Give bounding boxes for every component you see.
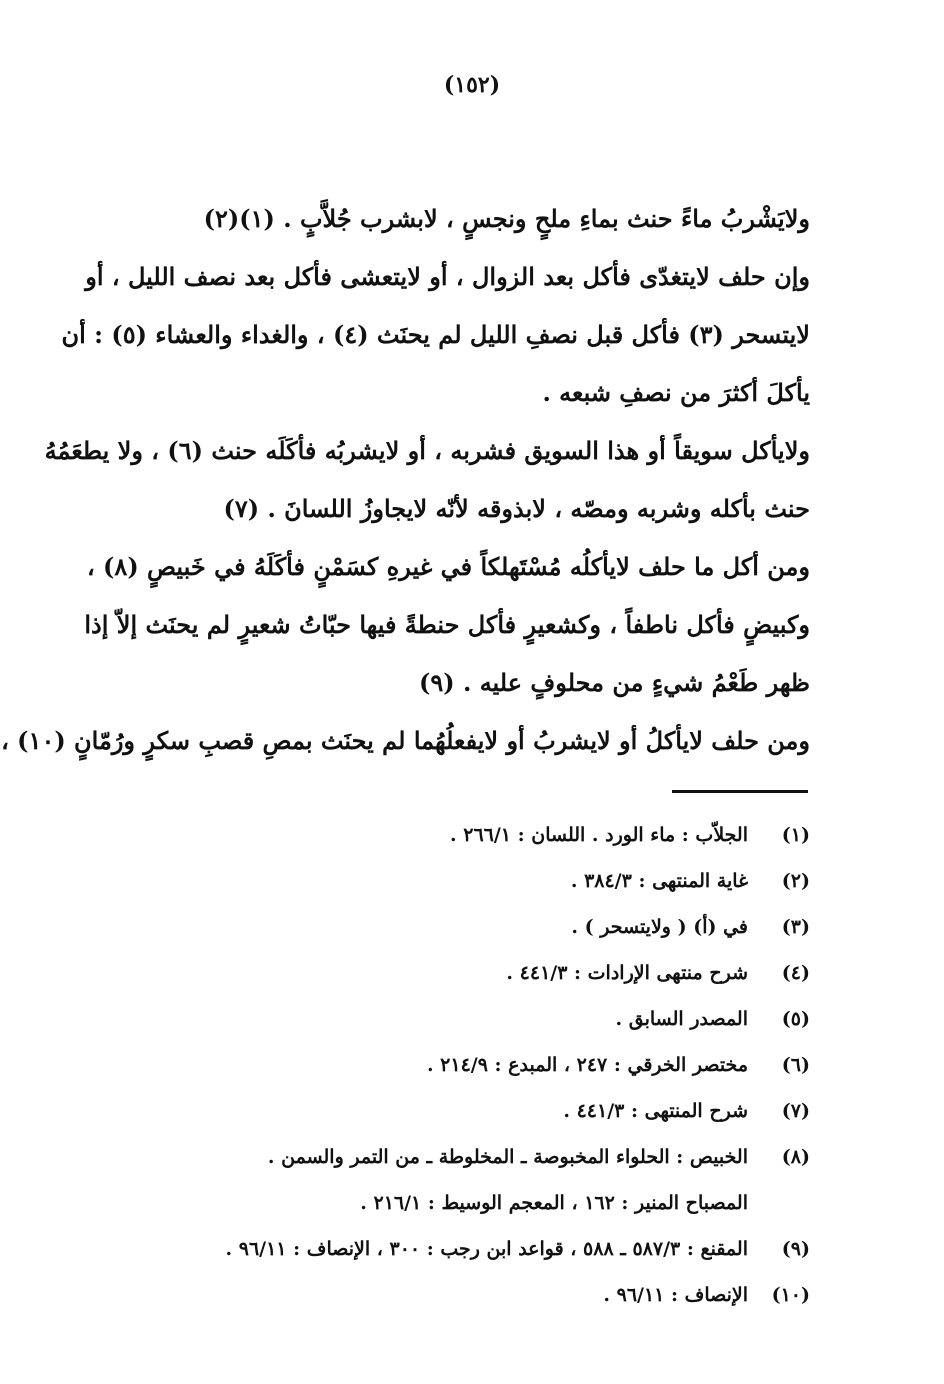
footnote-text: المصدر السابق .: [615, 1008, 748, 1030]
footnote-item: [150, 950, 810, 996]
footnote-text: الإنصاف : ٩٦/١١ .: [603, 1284, 748, 1306]
text-line: ومن أكل ما حلف لايأكلُه مُسْتَهلكاً في غيرهِ كسَمْنٍ فأكَلَهُ في خَبيصٍ (٨) ،: [86, 552, 810, 581]
footnote-text: المصباح المنير : ١٦٢ ، المعجم الوسيط : ٢١٦/١ .: [360, 1192, 748, 1214]
text-line: ظهر طَعْمُ شيءٍ من محلوفٍ عليه . (٩): [419, 668, 810, 697]
text-line: حنث بأكله وشربه ومصّه ، لابذوقه لأنّه لايجاوزُ اللسانَ . (٧): [223, 494, 810, 523]
footnote-text: غاية المنتهى : ٣٨٤/٣ .: [570, 870, 748, 892]
footnote-item: [150, 1226, 810, 1272]
text-line: ولايأكل سويقاً أو هذا السويق فشربه ، أو لايشربُه فأكَلَه حنث (٦) ، ولا يطعَمُهُ: [44, 436, 810, 465]
text-line: وإن حلف لايتغدّى فأكل بعد الزوال ، أو لايتعشى فأكل بعد نصف الليل ، أو: [85, 262, 810, 291]
footnote-item: [150, 1134, 810, 1180]
text-line: لايتسحر (٣) فأكل قبل نصفِ الليل لم يحنَث (٤) ، والغداء والعشاء (٥) : أن: [61, 320, 810, 349]
footnote-number: (٩): [781, 1238, 810, 1260]
footnote-number: (١٠): [771, 1284, 810, 1306]
footnote-number: (٥): [781, 1008, 810, 1030]
text-line: يأكلَ أكثرَ من نصفِ شبعه .: [542, 378, 810, 407]
footnote-number: (٦): [781, 1054, 810, 1076]
footnote-text: المقنع : ٥٨٧/٣ ـ ٥٨٨ ، قواعد ابن رجب : ٣٠٠ ، الإنصاف : ٩٦/١١ .: [225, 1238, 748, 1260]
footnote-item: [150, 996, 810, 1042]
page-number: (١٥٢): [443, 72, 501, 98]
footnote-item: [150, 858, 810, 904]
footnote-number: (١): [781, 824, 810, 846]
footnote-text: شرح منتهى الإرادات : ٤٤١/٣ .: [506, 962, 748, 984]
footnote-text: شرح المنتهى : ٤٤١/٣ .: [563, 1100, 748, 1122]
footnote-text: الجلاّب : ماء الورد . اللسان : ٢٦٦/١ .: [450, 824, 748, 846]
main-text: [1, 190, 810, 770]
footnote-number: (٣): [781, 916, 810, 938]
text-line: وكبيضٍ فأكل ناطفاً ، وكشعيرٍ فأكل حنطةً فيها حبّاتُ شعيرٍ لم يحنَث إلاّ إذا: [84, 610, 810, 639]
footnote-number: (٨): [781, 1146, 810, 1168]
footnote-item: [150, 812, 810, 858]
footnote-item: [150, 1272, 810, 1318]
footnote-text: مختصر الخرقي : ٢٤٧ ، المبدع : ٢١٤/٩ .: [426, 1054, 748, 1076]
footnote-divider: [672, 790, 808, 793]
footnote-number: (٢): [781, 870, 810, 892]
text-line: ولايَشْربُ ماءً حنث بماءِ ملحٍ ونجسٍ ، لابشرب جُلاَّبٍ . (١)(٢): [203, 204, 810, 233]
footnote-item: [150, 904, 810, 950]
footnote-item: [150, 1088, 810, 1134]
footnotes: [150, 812, 810, 1318]
footnote-item: [150, 1042, 810, 1088]
text-line: ومن حلف لايأكلُ أو لايشربُ أو لايفعلُهُما لم يحنَث بمصِ قصبِ سكرٍ ورُمّانٍ (١٠) ،: [1, 726, 810, 755]
footnote-number: (٧): [781, 1100, 810, 1122]
footnote-number: (٤): [781, 962, 810, 984]
footnote-text: الخبيص : الحلواء المخبوصة ـ المخلوطة ـ من التمر والسمن .: [267, 1146, 748, 1168]
footnote-number: [748, 1180, 810, 1226]
footnote-item: [150, 1180, 810, 1226]
footnote-text: في (أ) ( ولايتسحر ) .: [571, 916, 748, 938]
